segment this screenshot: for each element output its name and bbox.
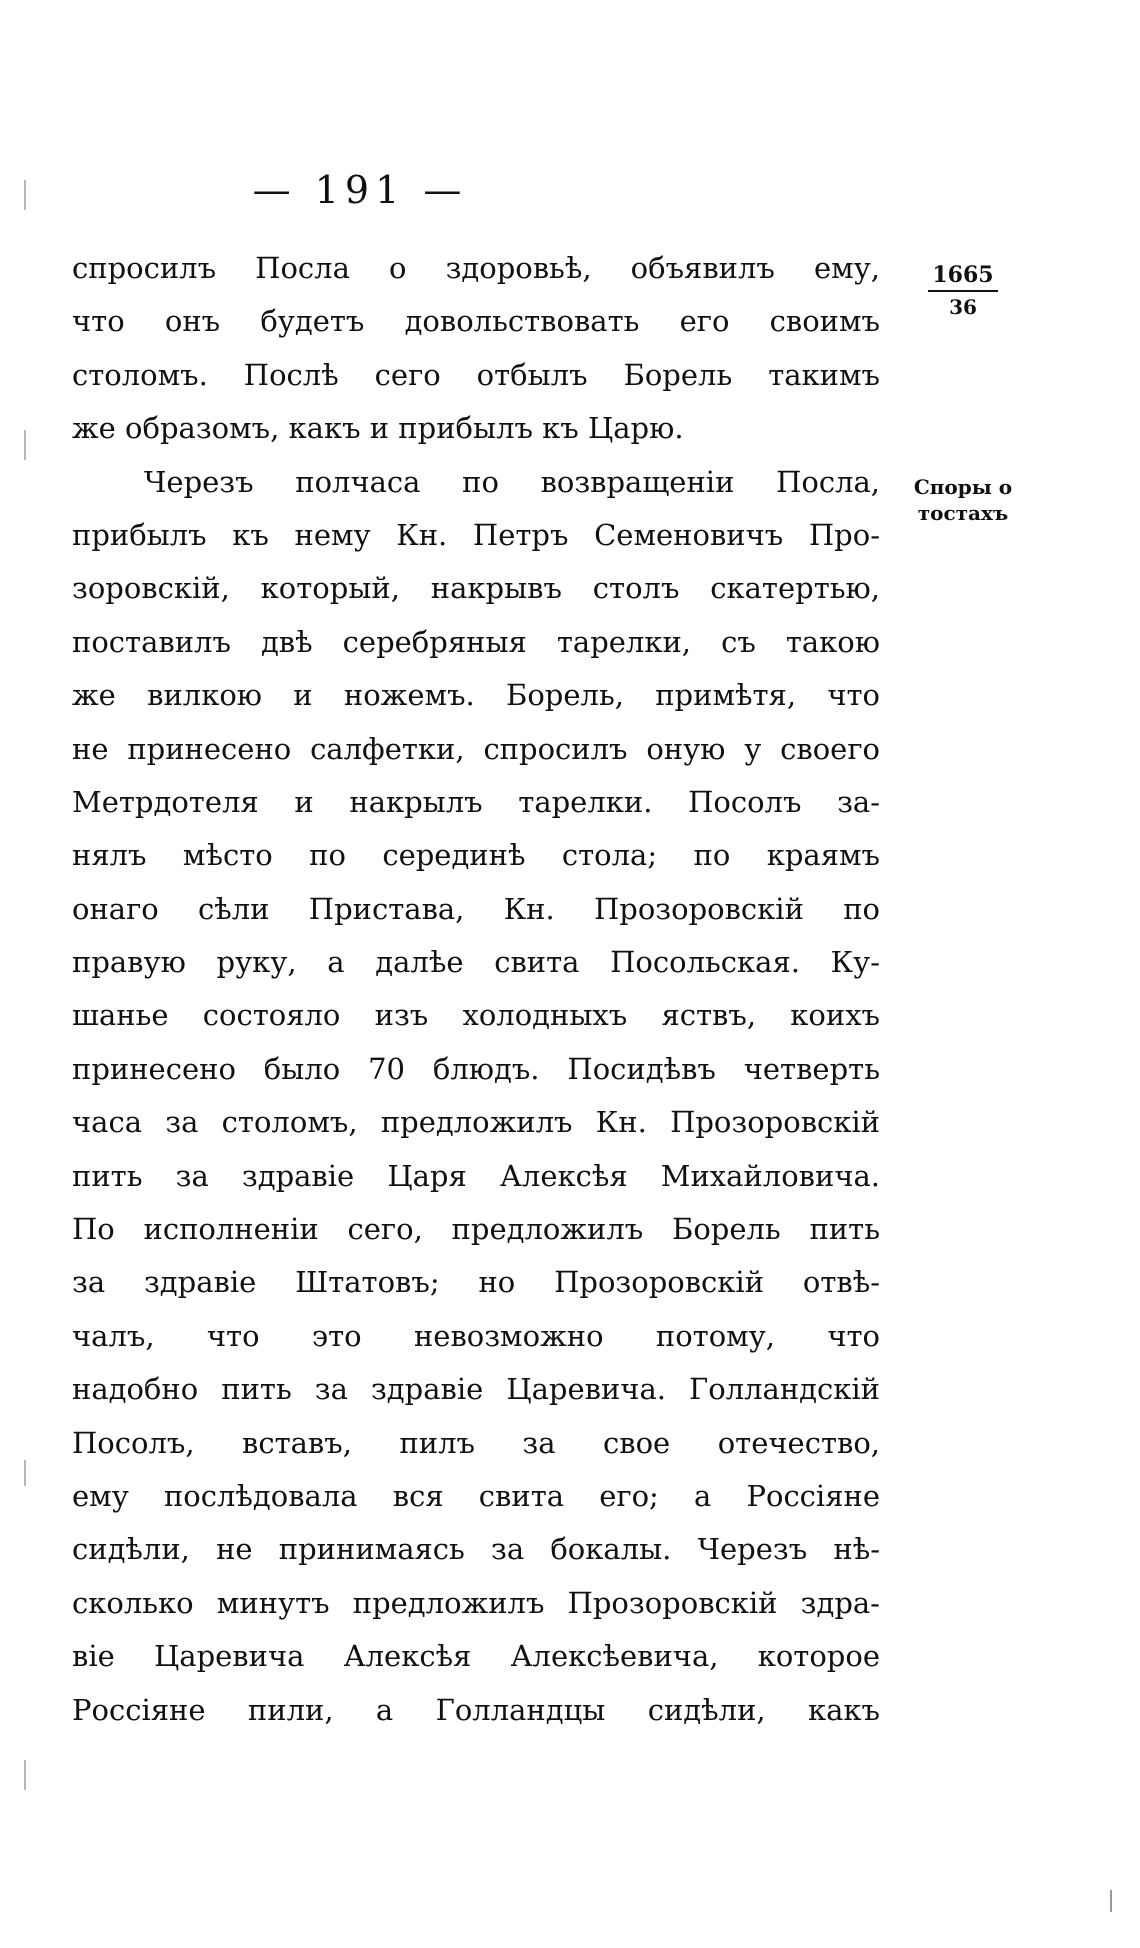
text-line: сидѣли, не принимаясь за бокалы. Черезъ нѣ- bbox=[72, 1532, 880, 1567]
text-line: спросилъ Посла о здоровьѣ, объявилъ ему, bbox=[72, 251, 880, 285]
page-number: — 191 — bbox=[252, 168, 468, 212]
text-line: Посолъ, вставъ, пилъ за свое отечество, bbox=[72, 1425, 880, 1460]
text-line: прибылъ къ нему Кн. Петръ Семеновичъ Про- bbox=[72, 517, 880, 552]
text-line: принесено было 70 блюдъ. Посидѣвъ четверть bbox=[72, 1051, 880, 1086]
text-line: онаго сѣли Пристава, Кн. Прозоровскій по bbox=[72, 891, 880, 926]
body-text bbox=[72, 242, 880, 1737]
margin-year-bottom: 36 bbox=[949, 295, 977, 319]
scan-mark bbox=[24, 430, 26, 460]
text-line: Россіяне пили, а Голландцы сидѣли, какъ bbox=[72, 1692, 880, 1727]
text-line: зоровскій, который, накрывъ столъ скатертью, bbox=[72, 571, 880, 606]
text-line: поставилъ двѣ серебряныя тарелки, съ такою bbox=[72, 624, 880, 659]
scan-mark bbox=[24, 180, 26, 210]
text-line: Черезъ полчаса по возвращеніи Посла, bbox=[144, 464, 880, 499]
margin-topic-line-1: Споры о bbox=[913, 475, 1013, 499]
text-line: что онъ будетъ довольствовать его своимъ bbox=[72, 304, 880, 339]
text-line: шанье состояло изъ холодныхъ яствъ, коихъ bbox=[72, 998, 880, 1033]
scan-mark bbox=[24, 1460, 26, 1486]
text-line: пить за здравіе Царя Алексѣя Михайловича. bbox=[72, 1158, 880, 1193]
text-line: столомъ. Послѣ сего отбылъ Борель такимъ bbox=[72, 357, 880, 392]
text-line: часа за столомъ, предложилъ Кн. Прозоровскій bbox=[72, 1105, 880, 1140]
text-line: же образомъ, какъ и прибылъ къ Царю. bbox=[72, 411, 684, 446]
text-line: же вилкою и ножемъ. Борель, примѣтя, что bbox=[72, 678, 880, 713]
text-line: сколько минутъ предложилъ Прозоровскій здра- bbox=[72, 1585, 880, 1620]
text-line: По исполненіи сего, предложилъ Борель пить bbox=[72, 1212, 880, 1247]
margin-topic-line-2: тостахъ bbox=[917, 501, 1009, 525]
text-line: нялъ мѣсто по серединѣ стола; по краямъ bbox=[72, 838, 880, 873]
text-line: Метрдотеля и накрылъ тарелки. Посолъ за- bbox=[72, 784, 880, 819]
text-line: ему послѣдовала вся свита его; а Россіяне bbox=[72, 1478, 880, 1513]
text-line: надобно пить за здравіе Царевича. Голландскій bbox=[72, 1372, 880, 1407]
text-line: правую руку, а далѣе свита Посольская. Ку- bbox=[72, 945, 880, 980]
margin-note-topic bbox=[898, 474, 1028, 526]
margin-year-top: 1665 bbox=[928, 262, 998, 292]
text-line: чалъ, что это невозможно потому, что bbox=[72, 1318, 880, 1353]
text-line: за здравіе Штатовъ; но Прозоровскій отвѣ- bbox=[72, 1265, 880, 1300]
scan-mark bbox=[24, 1760, 26, 1790]
text-line: віе Царевича Алексѣя Алексѣевича, которое bbox=[72, 1639, 880, 1674]
text-line: не принесено салфетки, спросилъ оную у своего bbox=[72, 731, 880, 766]
scan-mark bbox=[1110, 1890, 1112, 1912]
margin-note-year bbox=[928, 262, 998, 320]
